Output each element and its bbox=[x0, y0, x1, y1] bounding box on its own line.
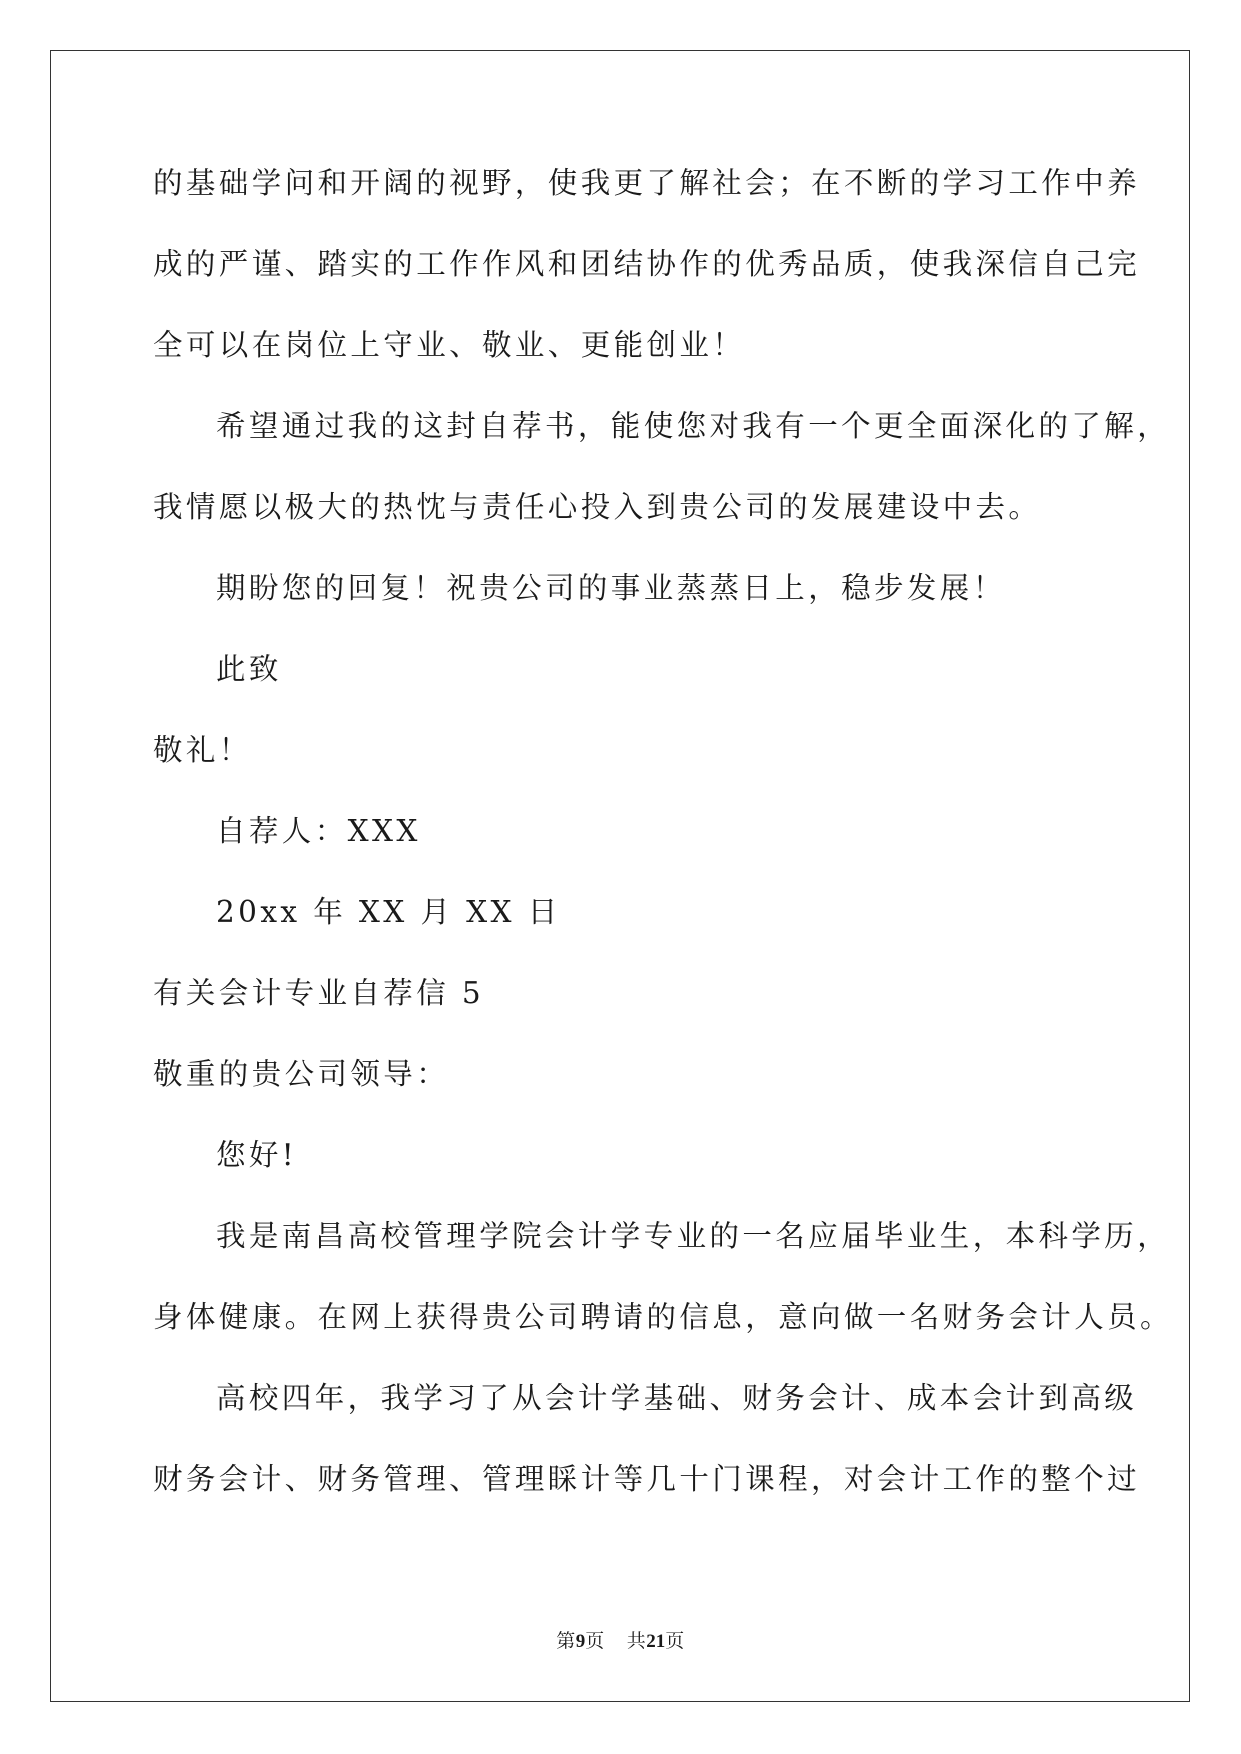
page-total: 21 bbox=[646, 1631, 666, 1652]
paragraph-line: 高校四年，我学习了从会计学基础、财务会计、成本会计到高级 bbox=[216, 1381, 1138, 1415]
page-number-label: 第9页 bbox=[556, 1630, 605, 1652]
closing-regards: 敬礼！ bbox=[153, 733, 252, 767]
signature-line: 自荐人：XXX bbox=[216, 814, 421, 848]
letter-greeting-recipient: 敬重的贵公司领导： bbox=[153, 1057, 450, 1091]
page-current: 9 bbox=[575, 1631, 586, 1652]
date-line: 20xx 年 XX 月 XX 日 bbox=[216, 895, 561, 929]
page-total-label: 共21页 bbox=[626, 1630, 685, 1652]
section-title: 有关会计专业自荐信 5 bbox=[153, 976, 485, 1010]
paragraph-line: 我是南昌高校管理学院会计学专业的一名应届毕业生，本科学历， bbox=[216, 1219, 1171, 1253]
page-footer bbox=[0, 1626, 1241, 1653]
document-body bbox=[153, 162, 1173, 1539]
paragraph-line: 财务会计、财务管理、管理睬计等几十门课程，对会计工作的整个过 bbox=[153, 1462, 1141, 1496]
paragraph-line: 的基础学问和开阔的视野，使我更了解社会；在不断的学习工作中养 bbox=[153, 166, 1141, 200]
paragraph-line: 成的严谨、踏实的工作作风和团结协作的优秀品质，使我深信自己完 bbox=[153, 247, 1141, 281]
paragraph-line: 全可以在岗位上守业、敬业、更能创业！ bbox=[153, 328, 746, 362]
paragraph-line: 期盼您的回复！祝贵公司的事业蒸蒸日上，稳步发展！ bbox=[216, 571, 1006, 605]
letter-greeting: 您好! bbox=[216, 1138, 298, 1172]
paragraph-line: 我情愿以极大的热忱与责任心投入到贵公司的发展建设中去。 bbox=[153, 490, 1042, 524]
closing-salutation: 此致 bbox=[216, 652, 282, 686]
paragraph-line: 身体健康。在网上获得贵公司聘请的信息，意向做一名财务会计人员。 bbox=[153, 1300, 1173, 1334]
paragraph-line: 希望通过我的这封自荐书，能使您对我有一个更全面深化的了解， bbox=[216, 409, 1171, 443]
